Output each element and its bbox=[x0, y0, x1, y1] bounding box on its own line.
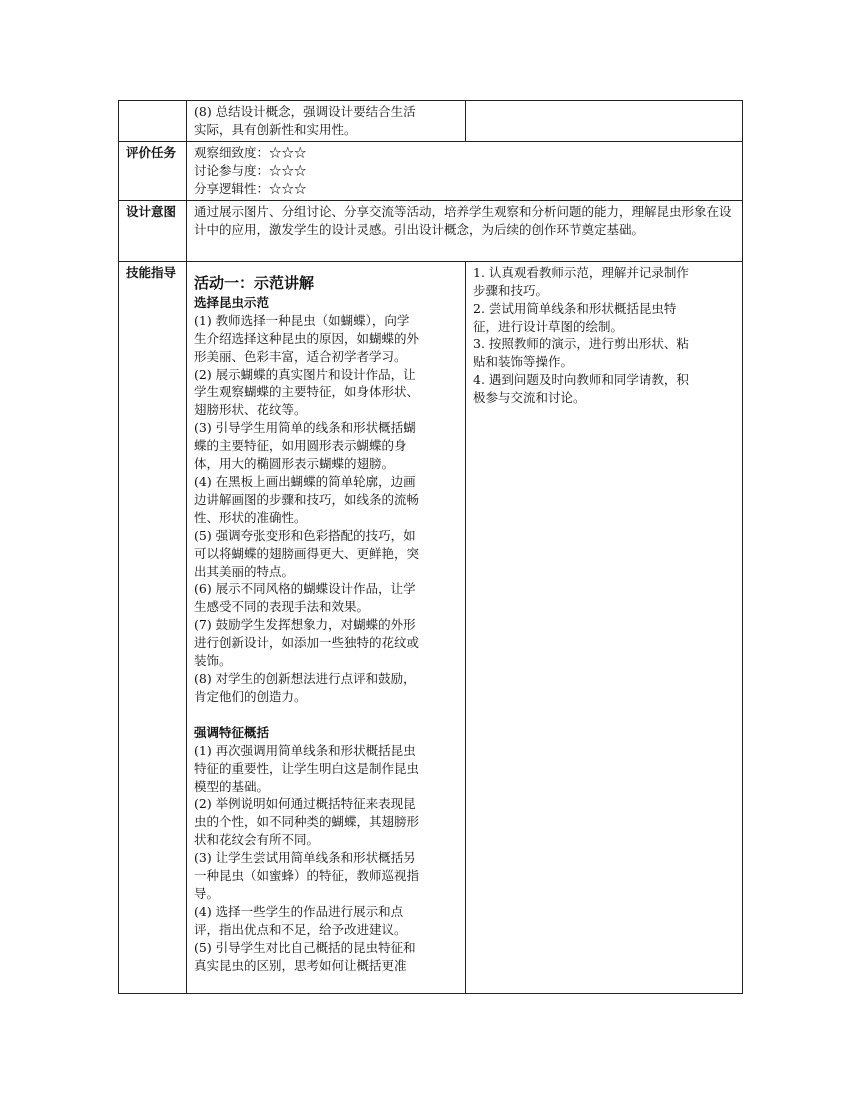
lesson-plan-table bbox=[118, 100, 743, 994]
section-spacer bbox=[194, 706, 458, 724]
guidance-line: (1) 再次强调用简单线条和形状概括昆虫 bbox=[194, 742, 416, 758]
row-skill-guidance bbox=[119, 261, 743, 993]
student-activity-line: 贴和装饰等操作。 bbox=[473, 354, 574, 370]
guidance-line: 可以将蝴蝶的翅膀画得更大、更鲜艳，突 bbox=[194, 545, 420, 561]
guidance-line: 评，指出优点和不足，给予改进建议。 bbox=[194, 921, 407, 937]
guidance-line: 进行创新设计，如添加一些独特的花纹或 bbox=[194, 635, 420, 651]
guidance-line: 生感受不同的表现手法和效果。 bbox=[194, 599, 370, 615]
guidance-line: (5) 引导学生对比自己概括的昆虫特征和 bbox=[194, 939, 416, 955]
row1-content-cell bbox=[187, 101, 466, 142]
section-title-feature-summary: 强调特征概括 bbox=[194, 724, 270, 740]
evaluation-task-label: 评价任务 bbox=[119, 141, 187, 200]
evaluation-item: 观察细致度：☆☆☆ bbox=[194, 144, 307, 160]
row-evaluation-task bbox=[119, 141, 743, 200]
guidance-line: 导。 bbox=[194, 886, 220, 901]
row1-line-2: 实际，具有创新性和实用性。 bbox=[194, 121, 357, 137]
guidance-line: 出其美丽的特点。 bbox=[194, 563, 295, 579]
guidance-line: 模型的基础。 bbox=[194, 778, 270, 794]
student-activity-line: 极参与交流和讨论。 bbox=[473, 390, 586, 406]
skill-guidance-label: 技能指导 bbox=[119, 261, 187, 993]
guidance-line: 肯定他们的创造力。 bbox=[194, 688, 307, 704]
guidance-line: 蝶的主要特征，如用圆形表示蝴蝶的身 bbox=[194, 438, 407, 454]
row-summary-continued bbox=[119, 101, 743, 142]
guidance-line: 体，用大的椭圆形表示蝴蝶的翅膀。 bbox=[194, 456, 395, 472]
guidance-line: 边讲解画图的步骤和技巧，如线条的流畅 bbox=[194, 491, 420, 507]
guidance-line: (2) 展示蝴蝶的真实图片和设计作品，让 bbox=[194, 366, 416, 382]
guidance-line: (4) 在黑板上画出蝴蝶的简单轮廓，边画 bbox=[194, 473, 416, 489]
guidance-line: (6) 展示不同风格的蝴蝶设计作品，让学 bbox=[194, 581, 416, 597]
row1-label-cell bbox=[119, 101, 187, 142]
evaluation-task-content bbox=[187, 141, 743, 200]
student-activity-line: 2. 尝试用简单线条和形状概括昆虫特 bbox=[473, 300, 677, 316]
student-activity-line: 3. 按照教师的演示，进行剪出形状、粘 bbox=[473, 336, 689, 352]
design-intent-label: 设计意图 bbox=[119, 200, 187, 261]
skill-guidance-content bbox=[187, 261, 466, 993]
evaluation-item: 分享逻辑性：☆☆☆ bbox=[194, 180, 307, 196]
guidance-line: (3) 让学生尝试用简单线条和形状概括另 bbox=[194, 850, 416, 866]
student-activity-line: 征，进行设计草图的绘制。 bbox=[473, 318, 624, 334]
guidance-line: (7) 鼓励学生发挥想象力，对蝴蝶的外形 bbox=[194, 617, 416, 633]
section-choose-insect-lines bbox=[194, 312, 458, 706]
guidance-line: 装饰。 bbox=[194, 653, 232, 669]
guidance-line: 虫的个性，如不同种类的蝴蝶，其翅膀形 bbox=[194, 814, 420, 830]
guidance-line: (1) 教师选择一种昆虫（如蝴蝶），向学 bbox=[194, 312, 410, 328]
guidance-line: 状和花纹会有所不同。 bbox=[194, 832, 320, 848]
guidance-line: (4) 选择一些学生的作品进行展示和点 bbox=[194, 903, 404, 919]
guidance-line: 学生观察蝴蝶的主要特征，如身体形状、 bbox=[194, 384, 420, 400]
row1-right-cell bbox=[466, 101, 743, 142]
guidance-line: 生介绍选择这种昆虫的原因，如蝴蝶的外 bbox=[194, 330, 420, 346]
student-activity-line: 1. 认真观看教师示范，理解并记录制作 bbox=[473, 264, 689, 280]
activity-title: 活动一：示范讲解 bbox=[194, 273, 315, 292]
guidance-line: (8) 对学生的创新想法进行点评和鼓励， bbox=[194, 670, 416, 686]
guidance-line: 特征的重要性，让学生明白这是制作昆虫 bbox=[194, 760, 420, 776]
guidance-line: 翅膀形状、花纹等。 bbox=[194, 402, 307, 418]
section-title-choose-insect: 选择昆虫示范 bbox=[194, 294, 270, 310]
student-activity-line: 步骤和技巧。 bbox=[473, 282, 549, 298]
guidance-line: 形美丽、色彩丰富，适合初学者学习。 bbox=[194, 348, 407, 364]
guidance-line: (5) 强调夸张变形和色彩搭配的技巧，如 bbox=[194, 527, 416, 543]
guidance-line: 一种昆虫（如蜜蜂）的特征，教师巡视指 bbox=[194, 868, 420, 884]
student-activity-cell bbox=[466, 261, 743, 993]
student-activity-list bbox=[473, 264, 735, 407]
row-design-intent bbox=[119, 200, 743, 261]
student-activity-line: 4. 遇到问题及时向教师和同学请教，积 bbox=[473, 372, 689, 388]
evaluation-item: 讨论参与度：☆☆☆ bbox=[194, 162, 307, 178]
guidance-line: (3) 引导学生用简单的线条和形状概括蝴 bbox=[194, 420, 416, 436]
guidance-line: (2) 举例说明如何通过概括特征来表现昆 bbox=[194, 796, 416, 812]
guidance-line: 性、形状的准确性。 bbox=[194, 509, 307, 525]
row1-line-1: (8) 总结设计概念，强调设计要结合生活 bbox=[194, 104, 416, 119]
guidance-line: 真实昆虫的区别，思考如何让概括更准 bbox=[194, 957, 407, 973]
design-intent-text: 通过展示图片、分组讨论、分享交流等活动，培养学生观察和分析问题的能力，理解昆虫形象在设计中的应用，激发学生的设计灵感。引出设计概念，为后续的创作环节奠定基础。 bbox=[187, 200, 743, 261]
section-feature-summary-lines bbox=[194, 742, 458, 975]
